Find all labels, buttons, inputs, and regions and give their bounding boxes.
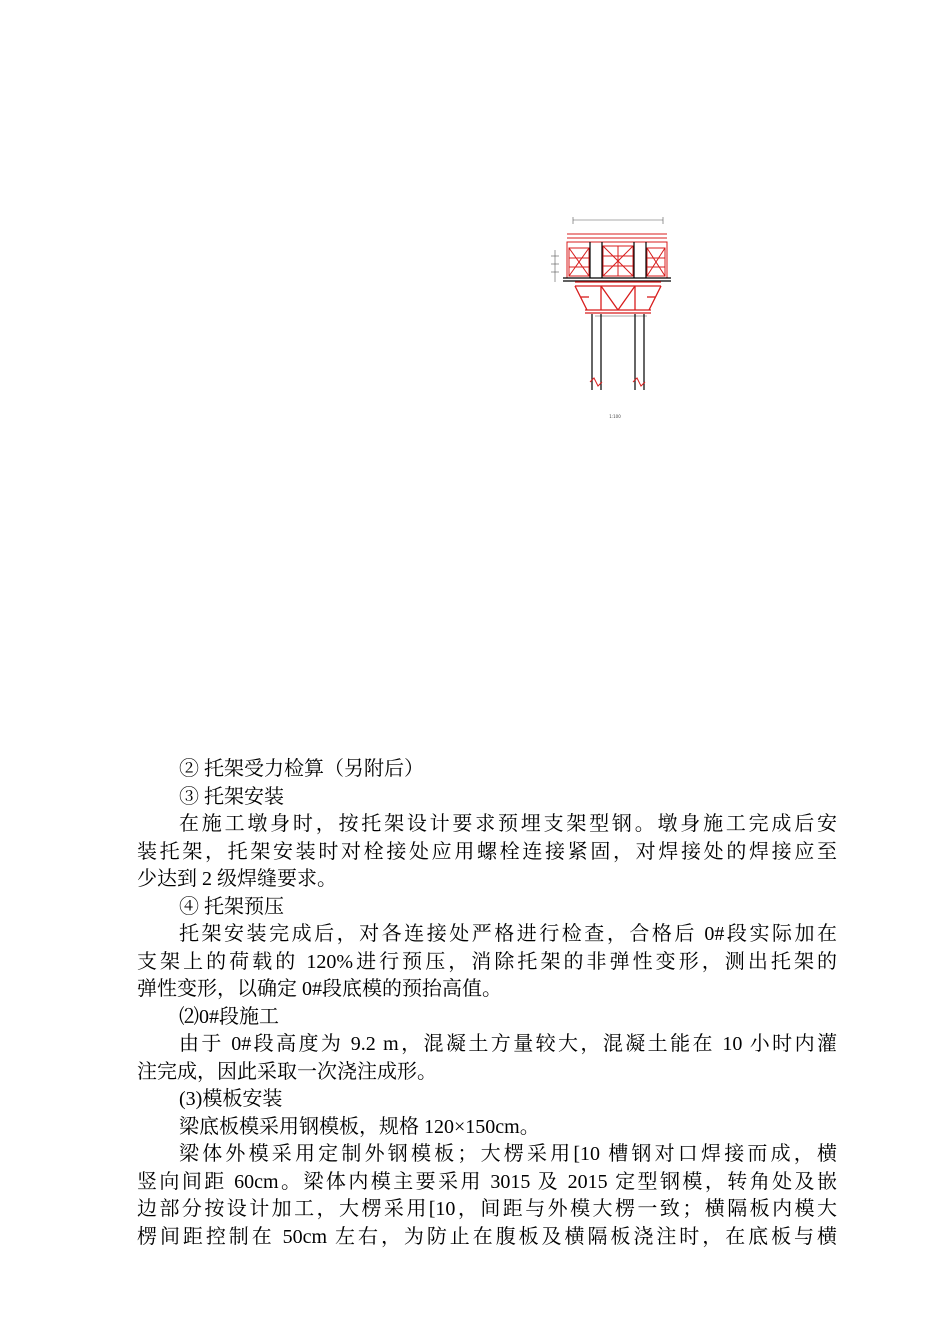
- heading-bracket-install: ③ 托架安装: [179, 785, 284, 808]
- paragraph-line: 装托架，托架安装时对栓接处应用螺栓连接紧固，对焊接处的焊接应至: [137, 840, 837, 863]
- heading-bracket-check: ② 托架受力检算（另附后）: [179, 758, 424, 780]
- heading-bracket-preload: ④ 托架预压: [179, 895, 284, 918]
- paragraph-line: 托架安装完成后，对各连接处严格进行检查，合格后 0#段实际加在: [179, 923, 837, 945]
- paragraph-line: 注完成，因此采取一次浇注成形。: [137, 1060, 437, 1083]
- upper-formwork: [567, 234, 667, 278]
- paragraph-line: 在施工墩身时，按托架设计要求预埋支架型钢。墩身施工完成后安: [179, 813, 837, 835]
- paragraph-line: 梁体外模采用定制外钢模板；大楞采用[10 槽钢对口焊接而成，横: [179, 1143, 837, 1165]
- paragraph-line: 竖向间距 60cm。梁体内模主要采用 3015 及 2015 定型钢模，转角处及嵌: [137, 1170, 837, 1193]
- paragraph-line: 边部分按设计加工，大楞采用[10，间距与外模大楞一致；横隔板内模大: [137, 1198, 837, 1220]
- paragraph-line: 支架上的荷载的 120%进行预压，消除托架的非弹性变形，测出托架的: [137, 950, 837, 973]
- paragraph-line: 少达到 2 级焊缝要求。: [137, 868, 337, 890]
- paragraph-line: 楞间距控制在 50cm 左右，为防止在腹板及横隔板浇注时，在底板与横: [137, 1225, 837, 1248]
- bracket-elevation-drawing: [545, 212, 685, 427]
- body-text: [137, 756, 837, 1251]
- truss-bracket: [575, 282, 661, 313]
- break-marks: [590, 378, 645, 386]
- heading-formwork-install: (3)模板安装: [179, 1088, 283, 1110]
- drawing-caption: 1:100: [609, 414, 621, 419]
- paragraph-line: 由于 0#段高度为 9.2 m，混凝土方量较大，混凝土能在 10 小时内灌: [179, 1033, 837, 1055]
- paragraph-line: 弹性变形，以确定 0#段底模的预抬高值。: [137, 978, 502, 1000]
- paragraph-line: 梁底板模采用钢模板，规格 120×150cm。: [179, 1115, 540, 1138]
- heading-segment-construction: ⑵0#段施工: [179, 1005, 279, 1028]
